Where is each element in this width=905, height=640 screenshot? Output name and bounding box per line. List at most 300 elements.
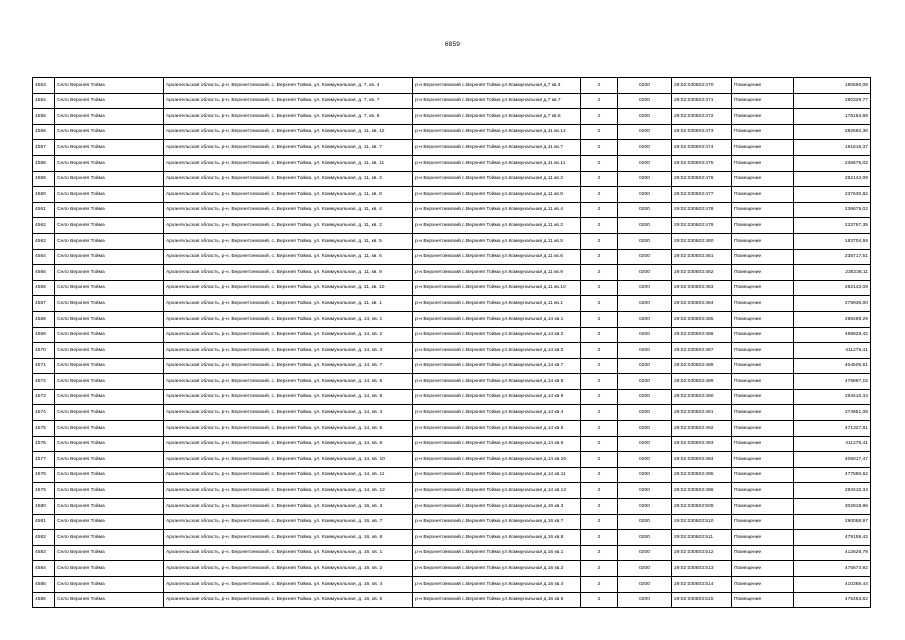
cadastral-number-cell: 29:02:030503:485 xyxy=(672,311,732,327)
code-a-cell: 2 xyxy=(581,514,618,530)
object-type-cell: Помещение xyxy=(732,561,794,577)
table-row xyxy=(33,389,871,405)
code-b-cell: 0200 xyxy=(618,233,672,249)
address-alt-cell: р-н Верхнетоемский с.Верхняя Тойма ул.Коммунальная д.16 кв.1 xyxy=(413,545,581,561)
code-b-cell: 0200 xyxy=(618,187,672,203)
row-number: 4565 xyxy=(33,265,55,281)
address-alt-cell: р-н Верхнетоемский с.Верхняя Тойма ул.Коммунальная д.14 кв.3 xyxy=(413,343,581,359)
row-number: 4580 xyxy=(33,499,55,515)
cadastral-number-cell: 29:02:030503:491 xyxy=(672,405,732,421)
value-cell: 411275,41 xyxy=(794,343,871,359)
table-row xyxy=(33,421,871,437)
table-row xyxy=(33,530,871,546)
address-cell: Архангельская область, р-н. Верхнетоемский, с. Верхняя Тойма, ул. Коммунальная, д. 11, кв. 6 xyxy=(164,249,413,265)
address-alt-cell: р-н Верхнетоемский с.Верхняя Тойма ул.Коммунальная д.14 кв.6 xyxy=(413,436,581,452)
code-a-cell: 2 xyxy=(581,592,618,608)
address-alt-cell: р-н Верхнетоемский с.Верхняя Тойма ул.Коммунальная д.11 кв.12 xyxy=(413,124,581,140)
address-alt-cell: р-н Верхнетоемский с.Верхняя Тойма ул.Коммунальная д.11 кв.10 xyxy=(413,280,581,296)
cadastral-number-cell: 29:02:030503:476 xyxy=(672,171,732,187)
code-b-cell: 0200 xyxy=(618,389,672,405)
code-a-cell: 2 xyxy=(581,202,618,218)
row-number: 4585 xyxy=(33,577,55,593)
object-type-cell: Помещение xyxy=(732,514,794,530)
address-cell: Архангельская область, р-н. Верхнетоемский, с. Верхняя Тойма, ул. Коммунальная, д. 14, кв. 11 xyxy=(164,467,413,483)
object-type-cell: Помещение xyxy=(732,421,794,437)
object-type-cell: Помещение xyxy=(732,545,794,561)
table-row xyxy=(33,452,871,468)
table-row xyxy=(33,202,871,218)
address-alt-cell: р-н Верхнетоемский с.Верхняя Тойма ул.Коммунальная д.14 кв.2 xyxy=(413,327,581,343)
object-type-cell: Помещение xyxy=(732,280,794,296)
address-cell: Архангельская область, р-н. Верхнетоемский, с. Верхняя Тойма, ул. Коммунальная, д. 14, кв. 10 xyxy=(164,452,413,468)
code-b-cell: 0200 xyxy=(618,327,672,343)
row-number: 4564 xyxy=(33,249,55,265)
cadastral-number-cell: 29:02:030503:477 xyxy=(672,187,732,203)
cadastral-number-cell: 29:02:030503:495 xyxy=(672,467,732,483)
address-alt-cell: р-н Верхнетоемский с.Верхняя Тойма ул.Коммунальная д.14 кв.8 xyxy=(413,374,581,390)
table-row xyxy=(33,577,871,593)
address-cell: Архангельская область, р-н. Верхнетоемский, с. Верхняя Тойма, ул. Коммунальная, д. 11, кв. 10 xyxy=(164,280,413,296)
value-cell: 176163,89 xyxy=(794,109,871,125)
table-row xyxy=(33,561,871,577)
value-cell: 282142,09 xyxy=(794,280,871,296)
settlement-cell: Село Верхняя Тойма xyxy=(55,233,164,249)
row-number: 4553 xyxy=(33,78,55,94)
cadastral-number-cell: 29:02:030503:471 xyxy=(672,93,732,109)
table-row xyxy=(33,171,871,187)
address-cell: Архангельская область, р-н. Верхнетоемский, с. Верхняя Тойма, ул. Коммунальная, д. 7, кв. 7 xyxy=(164,93,413,109)
row-number: 4559 xyxy=(33,171,55,187)
value-cell: 293410,34 xyxy=(794,483,871,499)
object-type-cell: Помещение xyxy=(732,358,794,374)
address-alt-cell: р-н Верхнетоемский с.Верхняя Тойма ул.Коммунальная д.14 кв.1 xyxy=(413,311,581,327)
address-alt-cell: р-н Верхнетоемский с.Верхняя Тойма ул.Коммунальная д.16 кв.3 xyxy=(413,499,581,515)
object-type-cell: Помещение xyxy=(732,124,794,140)
table-row xyxy=(33,358,871,374)
object-type-cell: Помещение xyxy=(732,202,794,218)
table-row xyxy=(33,140,871,156)
settlement-cell: Село Верхняя Тойма xyxy=(55,187,164,203)
table-row xyxy=(33,155,871,171)
address-cell: Архангельская область, р-н. Верхнетоемский, с. Верхняя Тойма, ул. Коммунальная, д. 16, кв. 1 xyxy=(164,545,413,561)
cadastral-number-cell: 29:02:030503:470 xyxy=(672,78,732,94)
address-alt-cell: р-н Верхнетоемский с.Верхняя Тойма ул.Коммунальная д.7 кв.4 xyxy=(413,78,581,94)
settlement-cell: Село Верхняя Тойма xyxy=(55,499,164,515)
object-type-cell: Помещение xyxy=(732,109,794,125)
address-alt-cell: р-н Верхнетоемский с.Верхняя Тойма ул.Коммунальная д.11 кв.7 xyxy=(413,140,581,156)
object-type-cell: Помещение xyxy=(732,327,794,343)
address-alt-cell: р-н Верхнетоемский с.Верхняя Тойма ул.Коммунальная д.14 кв.9 xyxy=(413,389,581,405)
address-cell: Архангельская область, р-н. Верхнетоемский, с. Верхняя Тойма, ул. Коммунальная, д. 11, кв. 7 xyxy=(164,140,413,156)
object-type-cell: Помещение xyxy=(732,155,794,171)
code-a-cell: 2 xyxy=(581,155,618,171)
code-b-cell: 0200 xyxy=(618,421,672,437)
code-a-cell: 2 xyxy=(581,109,618,125)
code-b-cell: 0200 xyxy=(618,483,672,499)
code-a-cell: 2 xyxy=(581,249,618,265)
row-number: 4581 xyxy=(33,514,55,530)
address-cell: Архангельская область, р-н. Верхнетоемский, с. Верхняя Тойма, ул. Коммунальная, д. 11, кв. 11 xyxy=(164,155,413,171)
object-type-cell: Помещение xyxy=(732,296,794,312)
settlement-cell: Село Верхняя Тойма xyxy=(55,592,164,608)
row-number: 4576 xyxy=(33,436,55,452)
settlement-cell: Село Верхняя Тойма xyxy=(55,140,164,156)
object-type-cell: Помещение xyxy=(732,78,794,94)
value-cell: 233797,35 xyxy=(794,218,871,234)
value-cell: 302819,96 xyxy=(794,499,871,515)
row-number: 4563 xyxy=(33,233,55,249)
code-b-cell: 0200 xyxy=(618,140,672,156)
code-a-cell: 2 xyxy=(581,452,618,468)
address-cell: Архангельская область, р-н. Верхнетоемский, с. Верхняя Тойма, ул. Коммунальная, д. 14, кв. 3 xyxy=(164,343,413,359)
address-cell: Архангельская область, р-н. Верхнетоемский, с. Верхняя Тойма, ул. Коммунальная, д. 11, кв. 2 xyxy=(164,218,413,234)
cadastral-number-cell: 29:02:030503:510 xyxy=(672,514,732,530)
cadastral-number-cell: 29:02:030503:472 xyxy=(672,109,732,125)
cadastral-number-cell: 29:02:030503:512 xyxy=(672,545,732,561)
object-type-cell: Помещение xyxy=(732,499,794,515)
row-number: 4555 xyxy=(33,109,55,125)
settlement-cell: Село Верхняя Тойма xyxy=(55,343,164,359)
address-alt-cell: р-н Верхнетоемский с.Верхняя Тойма ул.Коммунальная д.14 кв.4 xyxy=(413,405,581,421)
code-b-cell: 0200 xyxy=(618,436,672,452)
code-b-cell: 0200 xyxy=(618,78,672,94)
row-number: 4560 xyxy=(33,187,55,203)
address-alt-cell: р-н Верхнетоемский с.Верхняя Тойма ул.Коммунальная д.11 кв.4 xyxy=(413,202,581,218)
address-cell: Архангельская область, р-н. Верхнетоемский, с. Верхняя Тойма, ул. Коммунальная, д. 11, кв. 9 xyxy=(164,265,413,281)
cadastral-number-cell: 29:02:030503:511 xyxy=(672,530,732,546)
object-type-cell: Помещение xyxy=(732,467,794,483)
cadastral-number-cell: 29:02:030503:488 xyxy=(672,358,732,374)
address-cell: Архангельская область, р-н. Верхнетоемский, с. Верхняя Тойма, ул. Коммунальная, д. 14, кв. 4 xyxy=(164,405,413,421)
table-row xyxy=(33,405,871,421)
code-b-cell: 0200 xyxy=(618,499,672,515)
value-cell: 475463,62 xyxy=(794,592,871,608)
settlement-cell: Село Верхняя Тойма xyxy=(55,296,164,312)
settlement-cell: Село Верхняя Тойма xyxy=(55,530,164,546)
object-type-cell: Помещение xyxy=(732,187,794,203)
code-a-cell: 2 xyxy=(581,187,618,203)
code-b-cell: 0200 xyxy=(618,530,672,546)
address-alt-cell: р-н Верхнетоемский с.Верхняя Тойма ул.Коммунальная д.11 кв.6 xyxy=(413,249,581,265)
code-b-cell: 0200 xyxy=(618,93,672,109)
cadastral-number-cell: 29:02:030503:496 xyxy=(672,483,732,499)
object-type-cell: Помещение xyxy=(732,93,794,109)
table-row xyxy=(33,545,871,561)
settlement-cell: Село Верхняя Тойма xyxy=(55,436,164,452)
address-alt-cell: р-н Верхнетоемский с.Верхняя Тойма ул.Коммунальная д.7 кв.7 xyxy=(413,93,581,109)
cadastral-number-cell: 29:02:030503:478 xyxy=(672,202,732,218)
settlement-cell: Село Верхняя Тойма xyxy=(55,327,164,343)
code-a-cell: 2 xyxy=(581,343,618,359)
address-alt-cell: р-н Верхнетоемский с.Верхняя Тойма ул.Коммунальная д.7 кв.8 xyxy=(413,109,581,125)
address-cell: Архангельская область, р-н. Верхнетоемский, с. Верхняя Тойма, ул. Коммунальная, д. 16, кв. 4 xyxy=(164,577,413,593)
address-cell: Архангельская область, р-н. Верхнетоемский, с. Верхняя Тойма, ул. Коммунальная, д. 14, кв. 7 xyxy=(164,358,413,374)
row-number: 4567 xyxy=(33,296,55,312)
row-number: 4566 xyxy=(33,280,55,296)
address-cell: Архангельская область, р-н. Верхнетоемский, с. Верхняя Тойма, ул. Коммунальная, д. 14, кв. 12 xyxy=(164,483,413,499)
table-row xyxy=(33,343,871,359)
row-number: 4577 xyxy=(33,452,55,468)
value-cell: 469929,42 xyxy=(794,327,871,343)
address-alt-cell: р-н Верхнетоемский с.Верхняя Тойма ул.Коммунальная д.16 кв.2 xyxy=(413,561,581,577)
address-cell: Архангельская область, р-н. Верхнетоемский, с. Верхняя Тойма, ул. Коммунальная, д. 14, кв. 8 xyxy=(164,374,413,390)
row-number: 4572 xyxy=(33,374,55,390)
address-cell: Архангельская область, р-н. Верхнетоемский, с. Верхняя Тойма, ул. Коммунальная, д. 16, кв. 2 xyxy=(164,561,413,577)
address-alt-cell: р-н Верхнетоемский с.Верхняя Тойма ул.Коммунальная д.14 кв.11 xyxy=(413,467,581,483)
cadastral-number-cell: 29:02:030503:479 xyxy=(672,218,732,234)
table-row xyxy=(33,93,871,109)
object-type-cell: Помещение xyxy=(732,249,794,265)
address-cell: Архангельская область, р-н. Верхнетоемский, с. Верхняя Тойма, ул. Коммунальная, д. 16, кв. 7 xyxy=(164,514,413,530)
settlement-cell: Село Верхняя Тойма xyxy=(55,405,164,421)
code-b-cell: 0200 xyxy=(618,592,672,608)
code-b-cell: 0200 xyxy=(618,514,672,530)
code-b-cell: 0200 xyxy=(618,467,672,483)
table-row xyxy=(33,514,871,530)
cadastral-number-cell: 29:02:030503:484 xyxy=(672,296,732,312)
address-alt-cell: р-н Верхнетоемский с.Верхняя Тойма ул.Коммунальная д.16 кв.5 xyxy=(413,592,581,608)
code-b-cell: 0200 xyxy=(618,202,672,218)
code-b-cell: 0200 xyxy=(618,358,672,374)
row-number: 4573 xyxy=(33,389,55,405)
value-cell: 476887,15 xyxy=(794,374,871,390)
code-a-cell: 2 xyxy=(581,483,618,499)
settlement-cell: Село Верхняя Тойма xyxy=(55,389,164,405)
object-type-cell: Помещение xyxy=(732,374,794,390)
cadastral-number-cell: 29:02:030503:494 xyxy=(672,452,732,468)
code-a-cell: 2 xyxy=(581,265,618,281)
value-cell: 412626,78 xyxy=(794,545,871,561)
object-type-cell: Помещение xyxy=(732,233,794,249)
object-type-cell: Помещение xyxy=(732,483,794,499)
value-cell: 274651,08 xyxy=(794,405,871,421)
settlement-cell: Село Верхняя Тойма xyxy=(55,171,164,187)
value-cell: 479159,42 xyxy=(794,530,871,546)
row-number: 4584 xyxy=(33,561,55,577)
value-cell: 411275,41 xyxy=(794,436,871,452)
code-b-cell: 0200 xyxy=(618,171,672,187)
settlement-cell: Село Верхняя Тойма xyxy=(55,155,164,171)
value-cell: 236675,02 xyxy=(794,202,871,218)
code-a-cell: 2 xyxy=(581,577,618,593)
row-number: 4586 xyxy=(33,592,55,608)
cadastral-number-cell: 29:02:030503:483 xyxy=(672,280,732,296)
settlement-cell: Село Верхняя Тойма xyxy=(55,280,164,296)
address-alt-cell: р-н Верхнетоемский с.Верхняя Тойма ул.Коммунальная д.11 кв.2 xyxy=(413,218,581,234)
row-number: 4558 xyxy=(33,155,55,171)
object-type-cell: Помещение xyxy=(732,311,794,327)
row-number: 4583 xyxy=(33,545,55,561)
table-row xyxy=(33,483,871,499)
code-b-cell: 0200 xyxy=(618,311,672,327)
table-row xyxy=(33,233,871,249)
address-cell: Архангельская область, р-н. Верхнетоемский, с. Верхняя Тойма, ул. Коммунальная, д. 11, кв. 5 xyxy=(164,233,413,249)
cadastral-number-cell: 29:02:030503:474 xyxy=(672,140,732,156)
table-row xyxy=(33,249,871,265)
code-a-cell: 2 xyxy=(581,421,618,437)
code-b-cell: 0200 xyxy=(618,280,672,296)
settlement-cell: Село Верхняя Тойма xyxy=(55,218,164,234)
row-number: 4582 xyxy=(33,530,55,546)
table-row xyxy=(33,187,871,203)
cadastral-number-cell: 29:02:030503:514 xyxy=(672,577,732,593)
row-number: 4561 xyxy=(33,202,55,218)
address-alt-cell: р-н Верхнетоемский с.Верхняя Тойма ул.Коммунальная д.11 кв.8 xyxy=(413,187,581,203)
settlement-cell: Село Верхняя Тойма xyxy=(55,109,164,125)
code-b-cell: 0200 xyxy=(618,109,672,125)
value-cell: 405017,47 xyxy=(794,452,871,468)
address-alt-cell: р-н Верхнетоемский с.Верхняя Тойма ул.Коммунальная д.11 кв.9 xyxy=(413,265,581,281)
cadastral-number-cell: 29:02:030503:490 xyxy=(672,389,732,405)
table-row xyxy=(33,327,871,343)
address-cell: Архангельская область, р-н. Верхнетоемский, с. Верхняя Тойма, ул. Коммунальная, д. 11, кв. 1 xyxy=(164,296,413,312)
settlement-cell: Село Верхняя Тойма xyxy=(55,249,164,265)
value-cell: 293410,34 xyxy=(794,389,871,405)
code-a-cell: 2 xyxy=(581,280,618,296)
row-number: 4574 xyxy=(33,405,55,421)
value-cell: 471327,81 xyxy=(794,421,871,437)
code-a-cell: 2 xyxy=(581,311,618,327)
settlement-cell: Село Верхняя Тойма xyxy=(55,467,164,483)
code-a-cell: 2 xyxy=(581,140,618,156)
code-a-cell: 2 xyxy=(581,296,618,312)
object-type-cell: Помещение xyxy=(732,436,794,452)
address-alt-cell: р-н Верхнетоемский с.Верхняя Тойма ул.Коммунальная д.14 кв.5 xyxy=(413,421,581,437)
address-cell: Архангельская область, р-н. Верхнетоемский, с. Верхняя Тойма, ул. Коммунальная, д. 11, кв. 4 xyxy=(164,202,413,218)
code-a-cell: 2 xyxy=(581,499,618,515)
code-b-cell: 0200 xyxy=(618,155,672,171)
settlement-cell: Село Верхняя Тойма xyxy=(55,124,164,140)
table-row xyxy=(33,218,871,234)
row-number: 4556 xyxy=(33,124,55,140)
settlement-cell: Село Верхняя Тойма xyxy=(55,311,164,327)
code-a-cell: 2 xyxy=(581,389,618,405)
value-cell: 183704,59 xyxy=(794,233,871,249)
value-cell: 404505,51 xyxy=(794,358,871,374)
code-a-cell: 2 xyxy=(581,545,618,561)
registry-rows xyxy=(33,78,871,608)
code-b-cell: 0200 xyxy=(618,561,672,577)
value-cell: 290068,97 xyxy=(794,514,871,530)
cadastral-number-cell: 29:02:030503:482 xyxy=(672,265,732,281)
table-row xyxy=(33,265,871,281)
code-b-cell: 0200 xyxy=(618,577,672,593)
settlement-cell: Село Верхняя Тойма xyxy=(55,374,164,390)
address-alt-cell: р-н Верхнетоемский с.Верхняя Тойма ул.Коммунальная д.11 кв.5 xyxy=(413,233,581,249)
table-row xyxy=(33,499,871,515)
value-cell: 290329,77 xyxy=(794,93,871,109)
code-b-cell: 0200 xyxy=(618,452,672,468)
address-alt-cell: р-н Верхнетоемский с.Верхняя Тойма ул.Коммунальная д.16 кв.4 xyxy=(413,577,581,593)
code-a-cell: 2 xyxy=(581,530,618,546)
settlement-cell: Село Верхняя Тойма xyxy=(55,561,164,577)
address-cell: Архангельская область, р-н. Верхнетоемский, с. Верхняя Тойма, ул. Коммунальная, д. 14, кв. 5 xyxy=(164,421,413,437)
cadastral-number-cell: 29:02:030503:513 xyxy=(672,561,732,577)
settlement-cell: Село Верхняя Тойма xyxy=(55,514,164,530)
value-cell: 282582,36 xyxy=(794,124,871,140)
page-number: 6859 xyxy=(444,41,461,48)
value-cell: 180560,08 xyxy=(794,78,871,94)
address-cell: Архангельская область, р-н. Верхнетоемский, с. Верхняя Тойма, ул. Коммунальная, д. 14, кв. 2 xyxy=(164,327,413,343)
address-cell: Архангельская область, р-н. Верхнетоемский, с. Верхняя Тойма, ул. Коммунальная, д. 7, кв. 8 xyxy=(164,109,413,125)
value-cell: 235717,51 xyxy=(794,249,871,265)
address-alt-cell: р-н Верхнетоемский с.Верхняя Тойма ул.Коммунальная д.14 кв.12 xyxy=(413,483,581,499)
settlement-cell: Село Верхняя Тойма xyxy=(55,358,164,374)
table-row xyxy=(33,109,871,125)
cadastral-number-cell: 29:02:030503:486 xyxy=(672,327,732,343)
code-b-cell: 0200 xyxy=(618,545,672,561)
row-number: 4578 xyxy=(33,467,55,483)
object-type-cell: Помещение xyxy=(732,577,794,593)
cadastral-number-cell: 29:02:030503:480 xyxy=(672,233,732,249)
code-b-cell: 0200 xyxy=(618,124,672,140)
cadastral-number-cell: 29:02:030503:487 xyxy=(672,343,732,359)
code-b-cell: 0200 xyxy=(618,218,672,234)
code-a-cell: 2 xyxy=(581,124,618,140)
value-cell: 236675,02 xyxy=(794,155,871,171)
row-number: 4570 xyxy=(33,343,55,359)
object-type-cell: Помещение xyxy=(732,452,794,468)
code-b-cell: 0200 xyxy=(618,265,672,281)
address-cell: Архангельская область, р-н. Верхнетоемский, с. Верхняя Тойма, ул. Коммунальная, д. 14, кв. 1 xyxy=(164,311,413,327)
cadastral-number-cell: 29:02:030503:509 xyxy=(672,499,732,515)
table-row xyxy=(33,436,871,452)
value-cell: 237630,82 xyxy=(794,187,871,203)
address-alt-cell: р-н Верхнетоемский с.Верхняя Тойма ул.Коммунальная д.11 кв.1 xyxy=(413,296,581,312)
cadastral-number-cell: 29:02:030503:492 xyxy=(672,421,732,437)
table-row xyxy=(33,280,871,296)
value-cell: 298469,29 xyxy=(794,311,871,327)
code-a-cell: 2 xyxy=(581,78,618,94)
cadastral-number-cell: 29:02:030503:515 xyxy=(672,592,732,608)
object-type-cell: Помещение xyxy=(732,218,794,234)
address-alt-cell: р-н Верхнетоемский с.Верхняя Тойма ул.Коммунальная д.11 кв.3 xyxy=(413,171,581,187)
address-alt-cell: р-н Верхнетоемский с.Верхняя Тойма ул.Коммунальная д.16 кв.8 xyxy=(413,530,581,546)
value-cell: 282142,09 xyxy=(794,171,871,187)
settlement-cell: Село Верхняя Тойма xyxy=(55,421,164,437)
table-row xyxy=(33,374,871,390)
code-a-cell: 2 xyxy=(581,218,618,234)
object-type-cell: Помещение xyxy=(732,343,794,359)
code-a-cell: 2 xyxy=(581,405,618,421)
row-number: 4562 xyxy=(33,218,55,234)
table-row xyxy=(33,296,871,312)
row-number: 4571 xyxy=(33,358,55,374)
code-b-cell: 0200 xyxy=(618,343,672,359)
code-a-cell: 2 xyxy=(581,171,618,187)
object-type-cell: Помещение xyxy=(732,140,794,156)
object-type-cell: Помещение xyxy=(732,171,794,187)
code-b-cell: 0200 xyxy=(618,296,672,312)
object-type-cell: Помещение xyxy=(732,265,794,281)
code-b-cell: 0200 xyxy=(618,374,672,390)
settlement-cell: Село Верхняя Тойма xyxy=(55,78,164,94)
object-type-cell: Помещение xyxy=(732,530,794,546)
address-cell: Архангельская область, р-н. Верхнетоемский, с. Верхняя Тойма, ул. Коммунальная, д. 14, кв. 6 xyxy=(164,436,413,452)
registry-table xyxy=(32,77,871,608)
cadastral-number-cell: 29:02:030503:475 xyxy=(672,155,732,171)
address-cell: Архангельская область, р-н. Верхнетоемский, с. Верхняя Тойма, ул. Коммунальная, д. 14, кв. 9 xyxy=(164,389,413,405)
value-cell: 181615,37 xyxy=(794,140,871,156)
row-number: 4575 xyxy=(33,421,55,437)
value-cell: 410369,44 xyxy=(794,577,871,593)
value-cell: 235238,11 xyxy=(794,265,871,281)
object-type-cell: Помещение xyxy=(732,592,794,608)
address-alt-cell: р-н Верхнетоемский с.Верхняя Тойма ул.Коммунальная д.11 кв.11 xyxy=(413,155,581,171)
value-cell: 475674,92 xyxy=(794,561,871,577)
settlement-cell: Село Верхняя Тойма xyxy=(55,545,164,561)
table-row xyxy=(33,311,871,327)
